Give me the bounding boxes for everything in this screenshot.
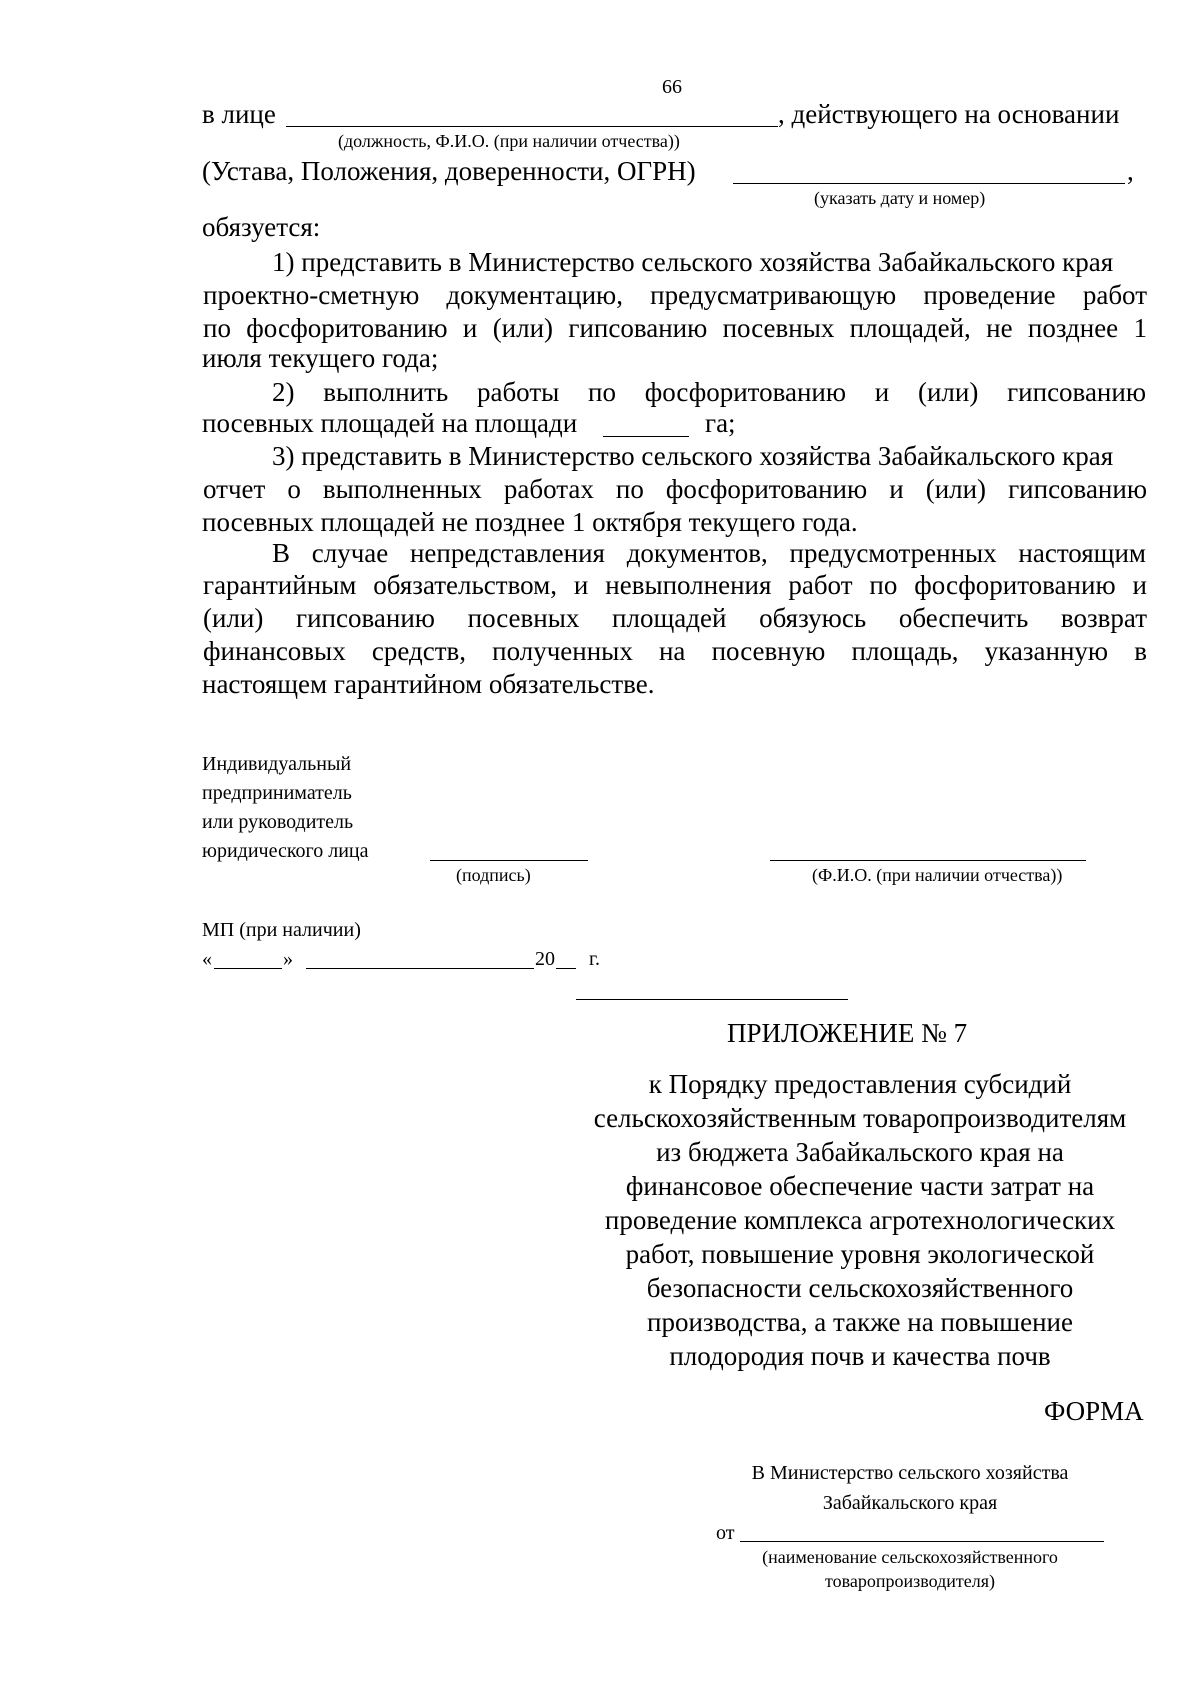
- appendix-line-6: работ, повышение уровня экологической: [625, 1239, 1095, 1269]
- item-2-line-2: посевных площадей на площади: [202, 408, 578, 438]
- fio-blank-line: [770, 860, 1086, 861]
- position-blank-line: [286, 126, 778, 127]
- signature-blank-line: [430, 860, 588, 861]
- appendix-line-7: безопасности сельскохозяйственного: [646, 1273, 1074, 1303]
- date-close-quote: »: [283, 948, 293, 970]
- item-1-line-4: июля текущего года;: [202, 343, 439, 373]
- refund-line-2: гарантийным обязательством, и невыполнения работ по фосфоритованию и: [203, 570, 1147, 600]
- signer-line-3: или руководитель: [202, 811, 354, 833]
- item-2-line-1: 2) выполнить работы по фосфоритованию и (или) гипсованию: [272, 377, 1146, 407]
- addressee-hint-1: (наименование сельскохозяйственного: [762, 1547, 1058, 1567]
- appendix-title: ПРИЛОЖЕНИЕ № 7: [727, 1018, 968, 1048]
- rep-comma: ,: [1127, 156, 1134, 186]
- year-blank-line: [556, 968, 576, 969]
- addressee-blank-line: [740, 1541, 1104, 1542]
- form-label: ФОРМА: [1044, 1396, 1144, 1426]
- item-1-line-2: проектно-сметную документацию, предусматривающую проведение работ: [203, 280, 1147, 310]
- refund-line-5: настоящем гарантийном обязательстве.: [202, 669, 655, 699]
- appendix-line-8: производства, а также на повышение: [647, 1307, 1073, 1337]
- page-number: 66: [662, 76, 682, 98]
- rep-v-litse: в лице: [202, 99, 276, 129]
- appendix-line-3: из бюджета Забайкальского края на: [656, 1137, 1064, 1167]
- date-hint: (указать дату и номер): [814, 188, 986, 208]
- signature-hint: (подпись): [456, 865, 531, 885]
- appendix-line-9: плодородия почв и качества почв: [669, 1341, 1051, 1371]
- appendix-line-1: к Порядку предоставления субсидий: [648, 1069, 1072, 1099]
- signer-line-2: предприниматель: [202, 782, 352, 804]
- month-blank-line: [306, 968, 534, 969]
- appendix-line-2: сельскохозяйственным товаропроизводителям: [593, 1103, 1127, 1133]
- obliges-text: обязуется:: [202, 212, 321, 242]
- position-hint: (должность, Ф.И.О. (при наличии отчества)): [338, 131, 680, 151]
- item-1-line-1: 1) представить в Министерство сельского хозяйства Забайкальского края: [272, 247, 1114, 277]
- date-open-quote: «: [202, 948, 212, 970]
- date-g: г.: [589, 948, 600, 970]
- item-3-line-3: посевных площадей не позднее 1 октября текущего года.: [202, 507, 858, 537]
- addressee-from: от: [716, 1522, 735, 1544]
- rep-basis: (Устава, Положения, доверенности, ОГРН): [202, 156, 696, 186]
- addressee-hint-2: товаропроизводителя): [824, 1571, 995, 1591]
- item-2-unit: га;: [705, 408, 736, 438]
- refund-line-4: финансовых средств, полученных на посевную площадь, указанную в: [203, 636, 1147, 666]
- addressee-line-1: В Министерство сельского хозяйства: [751, 1462, 1069, 1484]
- addressee-line-2: Забайкальского края: [822, 1492, 998, 1514]
- fio-hint: (Ф.И.О. (при наличии отчества)): [812, 865, 1063, 885]
- refund-line-1: В случае непредставления документов, предусмотренных настоящим: [272, 538, 1146, 568]
- refund-line-3: (или) гипсованию посевных площадей обязуюсь обеспечить возврат: [203, 603, 1147, 633]
- item-1-line-3: по фосфоритованию и (или) гипсованию посевных площадей, не позднее 1: [203, 313, 1147, 343]
- day-blank-line: [214, 968, 282, 969]
- signer-line-4: юридического лица: [202, 840, 369, 862]
- appendix-line-5: проведение комплекса агротехнологических: [604, 1205, 1116, 1235]
- rep-acting-text: , действующего на основании: [778, 99, 1120, 129]
- appendix-line-4: финансовое обеспечение части затрат на: [625, 1171, 1095, 1201]
- area-blank-line: [603, 436, 689, 437]
- separator-line: [576, 999, 848, 1000]
- date-blank-line: [733, 183, 1125, 184]
- date-year-prefix: 20: [535, 948, 555, 970]
- stamp-label: МП (при наличии): [202, 919, 361, 941]
- item-3-line-1: 3) представить в Министерство сельского хозяйства Забайкальского края: [272, 441, 1114, 471]
- item-3-line-2: отчет о выполненных работах по фосфоритованию и (или) гипсованию: [203, 474, 1147, 504]
- signer-line-1: Индивидуальный: [202, 753, 352, 775]
